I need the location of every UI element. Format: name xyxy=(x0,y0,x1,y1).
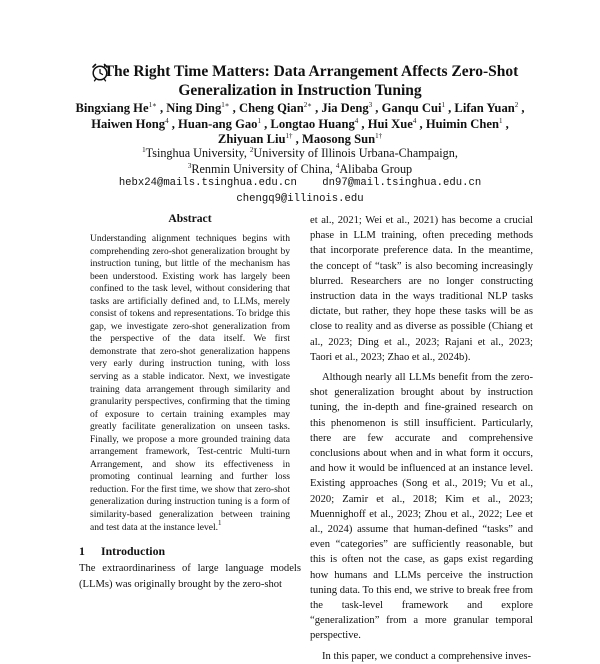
author-affiliation-mark: 2 xyxy=(514,101,519,109)
author-name: Jia Deng xyxy=(321,101,369,115)
right-column xyxy=(310,213,533,664)
author-name: Haiwen Hong xyxy=(91,116,166,131)
title-line-2: Generalization in Instruction Tuning xyxy=(178,82,422,99)
emails xyxy=(0,176,600,207)
author-name: Ganqu Cui xyxy=(381,101,442,115)
author-name: Ning Ding xyxy=(166,101,222,115)
abstract-body xyxy=(90,233,290,534)
affiliation-number: 4 xyxy=(335,161,340,170)
paper-title xyxy=(0,62,600,100)
abstract-heading: Abstract xyxy=(168,212,212,225)
author-affiliation-mark: 1∗ xyxy=(148,101,157,109)
right-paragraph-2: Although nearly all LLMs benefit from the zero-shot generalization brought about by instruction tuning, the in-depth and fine-grained research on this phenomenon is still insufficient. Particularly, there are few accurate and comprehensive conclusions about when and in what form it occurs, and how it would be influenced at an instance level. Existing approaches (Song et al., 2019; Vu et al., 2020; Zamir et al., 2018; Kim et al., 2023; Muennighoff et al., 2023; Zhou et al., 2022; Lee et al., 2024) assume that human-defined “tasks” and even “categories” are sufficiently reasonable, but this is often not the case, as gaps exist regarding how humans and LLMs perceive the instruction tuning data. To this end, we strive to break free from the task-level framework and explore “generalization” from a more granular temporal perspective. xyxy=(310,372,533,642)
email-line-2: chengq9@illinois.edu xyxy=(236,192,364,205)
author-affiliation-mark: 1† xyxy=(285,132,293,140)
author-affiliation-mark: 4 xyxy=(354,116,359,125)
right-paragraph-3: In this paper, we conduct a comprehensive inves- xyxy=(322,650,532,662)
affiliation-line-2 xyxy=(0,162,600,178)
author-affiliation-mark: 2∗ xyxy=(303,101,312,109)
author-name: Hui Xue xyxy=(367,116,413,131)
left-column xyxy=(79,212,301,592)
author-name: Longtao Huang xyxy=(270,116,355,131)
affiliation-text: University of Illinois Urbana-Champaign, xyxy=(253,146,458,160)
abstract-text: Understanding alignment techniques begins with comprehending zero-shot generalization brought by instruction tuning, but little of the mechanism has been understood. Existing work has largely been confined to the task level, without considering that tasks are artificially defined and, to LLMs, merely consist of tokens and representations. To bridge this gap, we investigate zero-shot generalization from the perspective of the data itself. We first demonstrate that zero-shot generalization happens very early during instruction tuning, with loss serving as a stable indicator. Next, we investigate training data arrangement through similarity and granularity perspectives, confirming that the timing of exposure to certain training examples may greatly facilitate generalization on unseen tasks. Finally, we propose a more grounded training data arrangement framework, Test-centric Multi-turn Arrangement, and show its effectiveness in promoting continual learning and further loss reduction. For the first time, we show that zero-shot generalization during instruction tuning is a form of similarity-based generalization between training and test data at the instance level. xyxy=(90,233,290,533)
affiliation-line-1 xyxy=(0,146,600,162)
affiliations xyxy=(0,146,600,177)
affiliation-text: Renmin University of China, xyxy=(191,161,336,176)
title-line-1: The Right Time Matters: Data Arrangement Affects Zero-Shot xyxy=(103,63,519,80)
author-line-3: Zhiyuan Liu$^{1\dagger}$ , Maosong Sun$^{1\dagger}$ xyxy=(217,132,383,146)
author-line-2: Haiwen Hong$^4$ , Huan-ang Gao$^1$ , Longtao Huang$^4$ , Hui Xue$^4$ , Huimin Chen$^1$ , xyxy=(91,116,509,131)
author-name: Cheng Qian xyxy=(238,101,304,115)
affiliation-text: Tsinghua University, xyxy=(145,146,250,160)
right-paragraph-1: et al., 2021; Wei et al., 2021) has become a crucial phase in LLM training, often preceding methods that incorporate preference data. In the meantime, the concept of “task” is also becoming increasingly blurred. Researchers are no longer constructing instruction data in the ways traditional NLP tasks dictate, but rather, they hope these tasks will be as close to reality and as diverse as possible (Chiang et al., 2023; Ding et al., 2023; Rajani et al., 2023; Taori et al., 2023; Zhao et al., 2024b). xyxy=(310,215,533,363)
author-affiliation-mark: 1 xyxy=(441,101,445,109)
email-line-1: hebx24@mails.tsinghua.edu.cn dn97@mail.tsinghua.edu.cn xyxy=(118,177,482,189)
footnote-mark: 1 xyxy=(218,518,222,527)
section-title: Introduction xyxy=(101,544,166,559)
introduction-body xyxy=(79,561,301,592)
affiliation-number: 1 xyxy=(142,146,146,154)
author-name: Bingxiang He xyxy=(75,101,149,115)
author-name: Huimin Chen xyxy=(425,116,499,131)
author-list xyxy=(0,101,600,148)
section-number: 1 xyxy=(79,544,85,559)
author-name: Huan-ang Gao xyxy=(178,116,258,131)
author-affiliation-mark: 4 xyxy=(412,116,417,125)
author-affiliation-mark: 1∗ xyxy=(221,101,230,109)
author-affiliation-mark: 1 xyxy=(498,116,503,125)
author-name: Lifan Yuan xyxy=(454,101,515,115)
affiliation-number: 2 xyxy=(249,146,254,154)
intro-paragraph: The extraordinariness of large language models (LLMs) was originally brought by the zero-shot xyxy=(79,563,301,590)
author-name: Zhiyuan Liu xyxy=(217,132,286,146)
author-line-1: Bingxiang $He^{1∗}$ , Ning Ding$^{1∗}$ , Cheng Qian$^{2∗}$ , Jia Deng$^3$ , Ganqu Cui$^1$ , Lifan Yuan$^2$ , xyxy=(75,101,525,115)
author-affiliation-mark: 3 xyxy=(368,101,373,109)
author-affiliation-mark: 1 xyxy=(257,116,261,125)
affiliation-number: 3 xyxy=(187,161,192,170)
author-affiliation-mark: 1† xyxy=(375,132,383,140)
affiliation-text: Alibaba Group xyxy=(339,161,413,176)
author-affiliation-mark: 4 xyxy=(165,116,169,125)
section-heading-introduction xyxy=(79,544,301,558)
author-name: Maosong Sun xyxy=(301,132,376,146)
